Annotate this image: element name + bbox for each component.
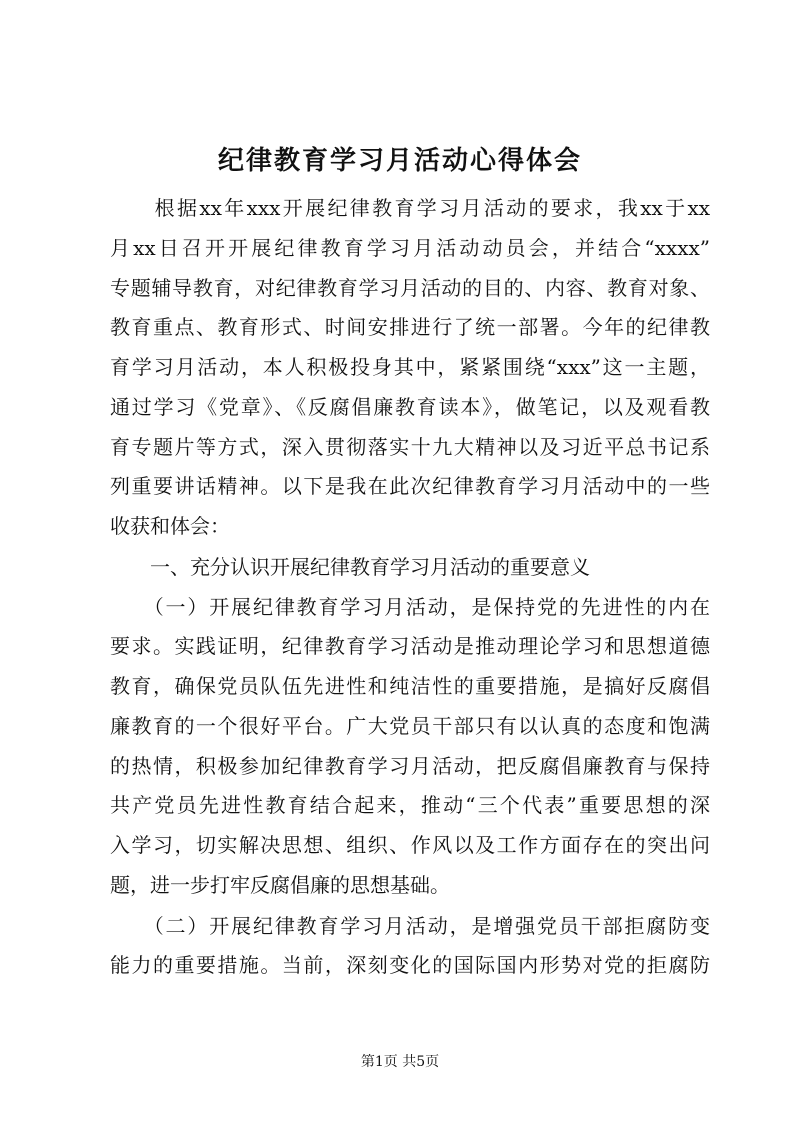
body-line: 的热情，积极参加纪律教育学习月活动，把反腐倡廉教育与保持 <box>110 754 710 778</box>
body-line: 根据xx年xxx开展纪律教育学习月活动的要求，我xx于xx <box>110 196 710 220</box>
body-line: 育专题片等方式，深入贯彻落实十九大精神以及习近平总书记系 <box>110 435 710 459</box>
body-line: 收获和体会： <box>110 514 230 538</box>
body-line: 题，进一步打牢反腐倡廉的思想基础。 <box>110 873 450 897</box>
body-line: 月xx日召开开展纪律教育学习月活动动员会，并结合“xxxx” <box>110 236 710 260</box>
body-line: 共产党员先进性教育结合起来，推动“三个代表”重要思想的深 <box>110 793 710 817</box>
body-line: 廉教育的一个很好平台。广大党员干部只有以认真的态度和饱满 <box>110 714 710 738</box>
body-line: 育学习月活动，本人积极投身其中，紧紧围绕“xxx”这一主题， <box>110 355 710 379</box>
body-line: 能力的重要措施。当前，深刻变化的国际国内形势对党的拒腐防 <box>110 953 710 977</box>
body-line: 教育重点、教育形式、时间安排进行了统一部署。今年的纪律教 <box>110 315 710 339</box>
page-number: 第1页 共5页 <box>360 1054 440 1070</box>
body-line: 通过学习《党章》、《反腐倡廉教育读本》，做笔记，以及观看教 <box>110 395 710 419</box>
body-line: 教育，确保党员队伍先进性和纯洁性的重要措施，是搞好反腐倡 <box>110 674 710 698</box>
body-line: 入学习，切实解决思想、组织、作风以及工作方面存在的突出问 <box>110 833 710 857</box>
body-line: 要求。实践证明，纪律教育学习活动是推动理论学习和思想道德 <box>110 634 710 658</box>
body-line: （二）开展纪律教育学习月活动，是增强党员干部拒腐防变 <box>110 914 710 938</box>
body-line: 专题辅导教育，对纪律教育学习月活动的目的、内容、教育对象、 <box>110 276 710 300</box>
body-line: 列重要讲话精神。以下是我在此次纪律教育学习月活动中的一些 <box>110 474 710 498</box>
body-line: （一）开展纪律教育学习月活动，是保持党的先进性的内在 <box>110 595 710 619</box>
document-title: 纪律教育学习月活动心得体会 <box>217 146 582 176</box>
section-heading: 一、充分认识开展纪律教育学习月活动的重要意义 <box>110 555 590 579</box>
